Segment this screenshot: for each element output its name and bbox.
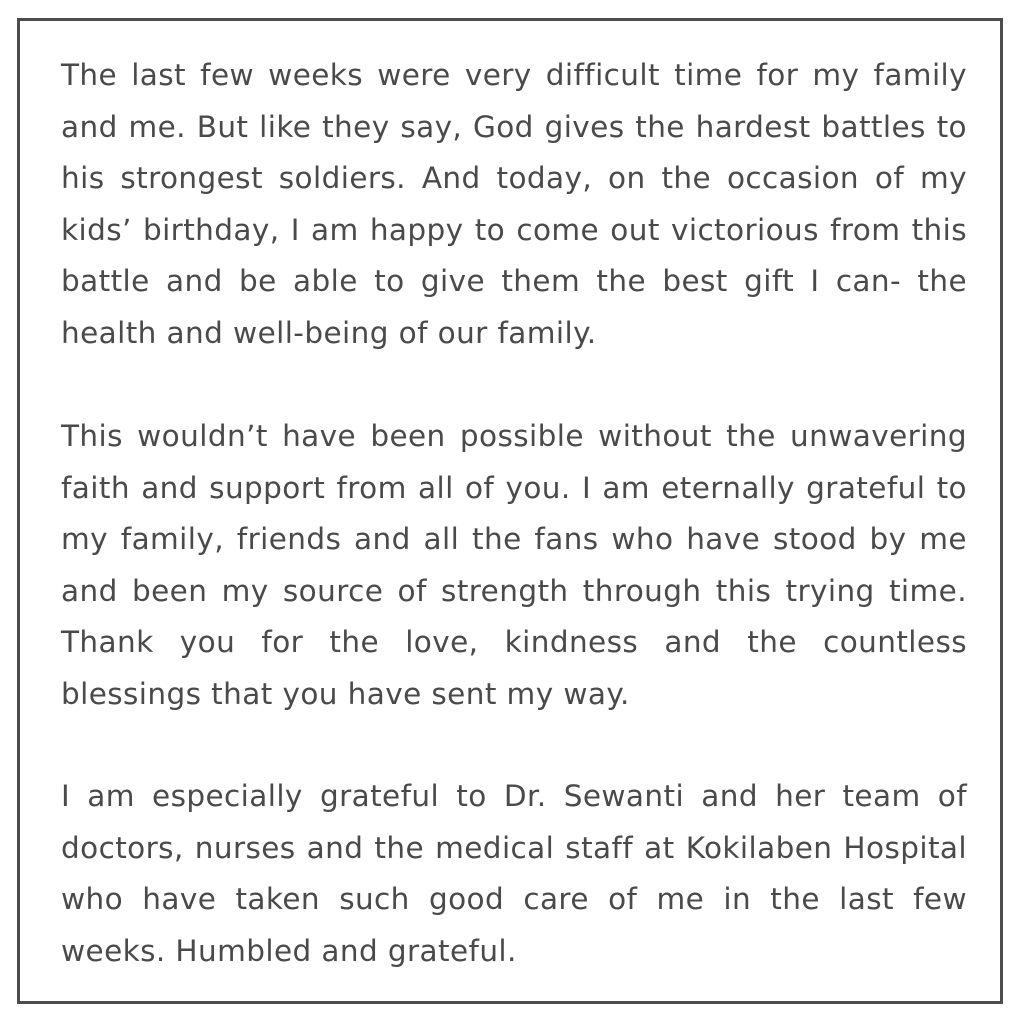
paragraph-1: The last few weeks were very difficult time for my family and me. But like they say, God gives the hardest battles to his strongest soldiers. And today, on the occasion of my kids’ birthday, I am happy to come out victorious from this battle and be able to give them the best gift I can- the health and well-being of our family. (61, 58, 967, 350)
paragraph-3: I am especially grateful to Dr. Sewanti and her team of doctors, nurses and the medical staff at Kokilaben Hospital who have taken such good care of me in the last few weeks. Humbled and grateful. (61, 779, 967, 968)
paragraph-2: This wouldn’t have been possible without the unwavering faith and support from all of you. I am eternally grateful to my family, friends and all the fans who have stood by me and been my source of strength through this trying time. Thank you for the love, kindness and the countless blessings that you have sent my way. (61, 419, 967, 711)
